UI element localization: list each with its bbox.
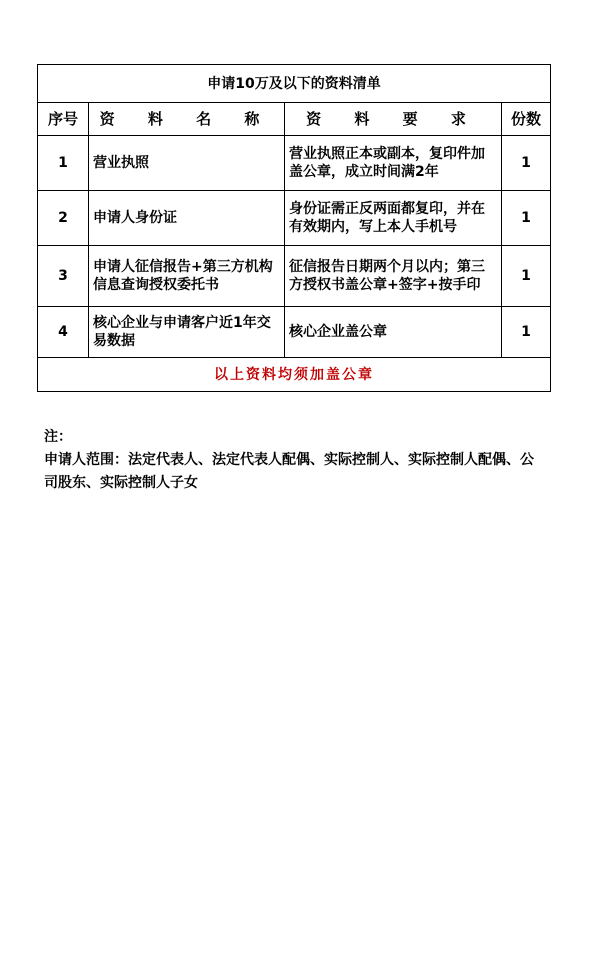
document-table (37, 64, 551, 392)
table-row (38, 136, 551, 191)
row-requirement: 营业执照正本或副本，复印件加盖公章，成立时间满2年 (285, 136, 502, 191)
table-row (38, 307, 551, 358)
table-row (38, 246, 551, 307)
row-copies: 1 (502, 136, 551, 191)
row-requirement: 核心企业盖公章 (285, 307, 502, 358)
row-seq: 2 (38, 191, 89, 246)
row-name: 营业执照 (89, 136, 285, 191)
table-row (38, 191, 551, 246)
header-copies: 份数 (502, 103, 551, 136)
table-title: 申请10万及以下的资料清单 (38, 65, 551, 103)
row-seq: 3 (38, 246, 89, 307)
row-name: 申请人身份证 (89, 191, 285, 246)
header-requirement: 资 料 要 求 (285, 103, 502, 136)
row-requirement: 身份证需正反两面都复印，并在有效期内，写上本人手机号 (285, 191, 502, 246)
row-requirement: 征信报告日期两个月以内；第三方授权书盖公章+签字+按手印 (285, 246, 502, 307)
header-seq: 序号 (38, 103, 89, 136)
notes-label: 注： (44, 429, 72, 445)
row-copies: 1 (502, 191, 551, 246)
row-copies: 1 (502, 246, 551, 307)
header-name: 资 料 名 称 (89, 103, 285, 136)
table-footer-note: 以上资料均须加盖公章 (38, 358, 551, 392)
row-name: 申请人征信报告+第三方机构信息查询授权委托书 (89, 246, 285, 307)
row-name: 核心企业与申请客户近1年交易数据 (89, 307, 285, 358)
row-seq: 4 (38, 307, 89, 358)
notes-text: 申请人范围：法定代表人、法定代表人配偶、实际控制人、实际控制人配偶、公司股东、实际控制人子女 (44, 452, 534, 491)
row-seq: 1 (38, 136, 89, 191)
notes-section (44, 426, 544, 495)
row-copies: 1 (502, 307, 551, 358)
